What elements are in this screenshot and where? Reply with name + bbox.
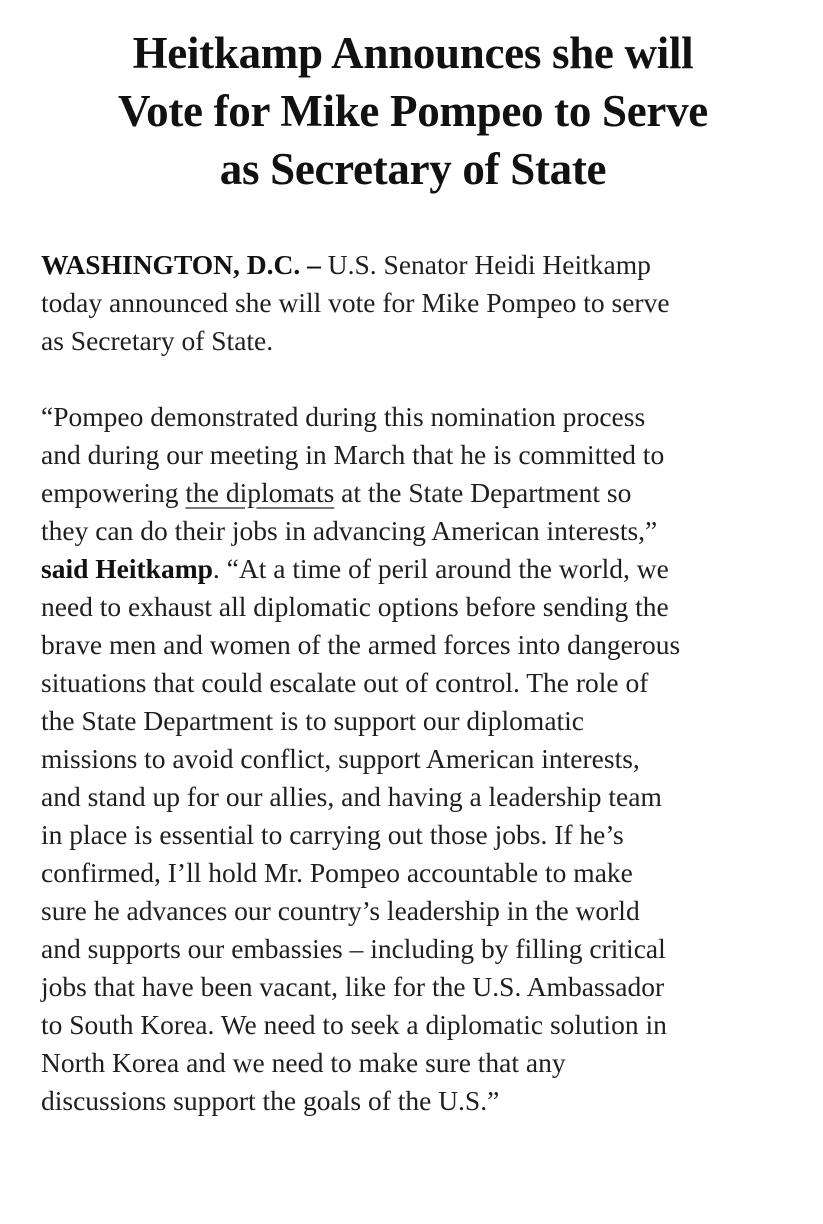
quote-line-6: need to exhaust all diplomatic options before sending the	[41, 591, 669, 622]
quote-line-1: “Pompeo demonstrated during this nomination process	[41, 401, 646, 432]
title-line-1: Heitkamp Announces she will	[132, 28, 694, 78]
lead-paragraph	[41, 246, 785, 360]
lead-line-1-text: U.S. Senator Heidi Heitkamp	[320, 249, 651, 280]
title-line-3: as Secretary of State	[219, 144, 607, 194]
lead-line-1	[41, 246, 785, 284]
quote-line-5-text: . “At a time of peril around the world, we	[212, 553, 669, 584]
page-title	[41, 24, 785, 198]
quote-line-10: missions to avoid conflict, support American interests,	[41, 743, 640, 774]
quote-line-3	[41, 474, 785, 512]
quote-line-16: jobs that have been vacant, like for the U.S. Ambassador	[41, 971, 665, 1002]
quote-line-2: and during our meeting in March that he is committed to	[41, 439, 665, 470]
quote-line-14: sure he advances our country’s leadership in the world	[41, 895, 640, 926]
quote-line-18: North Korea and we need to make sure that any	[41, 1047, 566, 1078]
quote-line-19: discussions support the goals of the U.S.”	[41, 1085, 500, 1116]
quote-line-3-pre: empowering	[41, 477, 186, 508]
lead-line-3: as Secretary of State.	[41, 325, 274, 356]
quote-line-12: in place is essential to carrying out those jobs. If he’s	[41, 819, 624, 850]
quote-line-11: and stand up for our allies, and having a leadership team	[41, 781, 662, 812]
quote-line-3-post: at the State Department so	[334, 477, 632, 508]
press-release-page	[0, 24, 823, 1224]
dateline: WASHINGTON, D.C. –	[41, 249, 321, 280]
quote-line-15: and supports our embassies – including by filling critical	[41, 933, 666, 964]
title-line-2: Vote for Mike Pompeo to Serve	[118, 86, 708, 136]
quote-line-13: confirmed, I’ll hold Mr. Pompeo accountable to make	[41, 857, 633, 888]
quote-line-4: they can do their jobs in advancing American interests,”	[41, 515, 658, 546]
quote-line-8: situations that could escalate out of control. The role of	[41, 667, 649, 698]
diplomats-link[interactable]: the diplomats	[185, 477, 335, 508]
quote-line-5	[41, 550, 785, 588]
quote-line-17: to South Korea. We need to seek a diplomatic solution in	[41, 1009, 667, 1040]
speaker-attribution: said Heitkamp	[41, 553, 213, 584]
quote-line-9: the State Department is to support our diplomatic	[41, 705, 585, 736]
lead-line-2: today announced she will vote for Mike Pompeo to serve	[41, 287, 670, 318]
quote-paragraph	[41, 398, 785, 1120]
quote-line-7: brave men and women of the armed forces into dangerous	[41, 629, 681, 660]
